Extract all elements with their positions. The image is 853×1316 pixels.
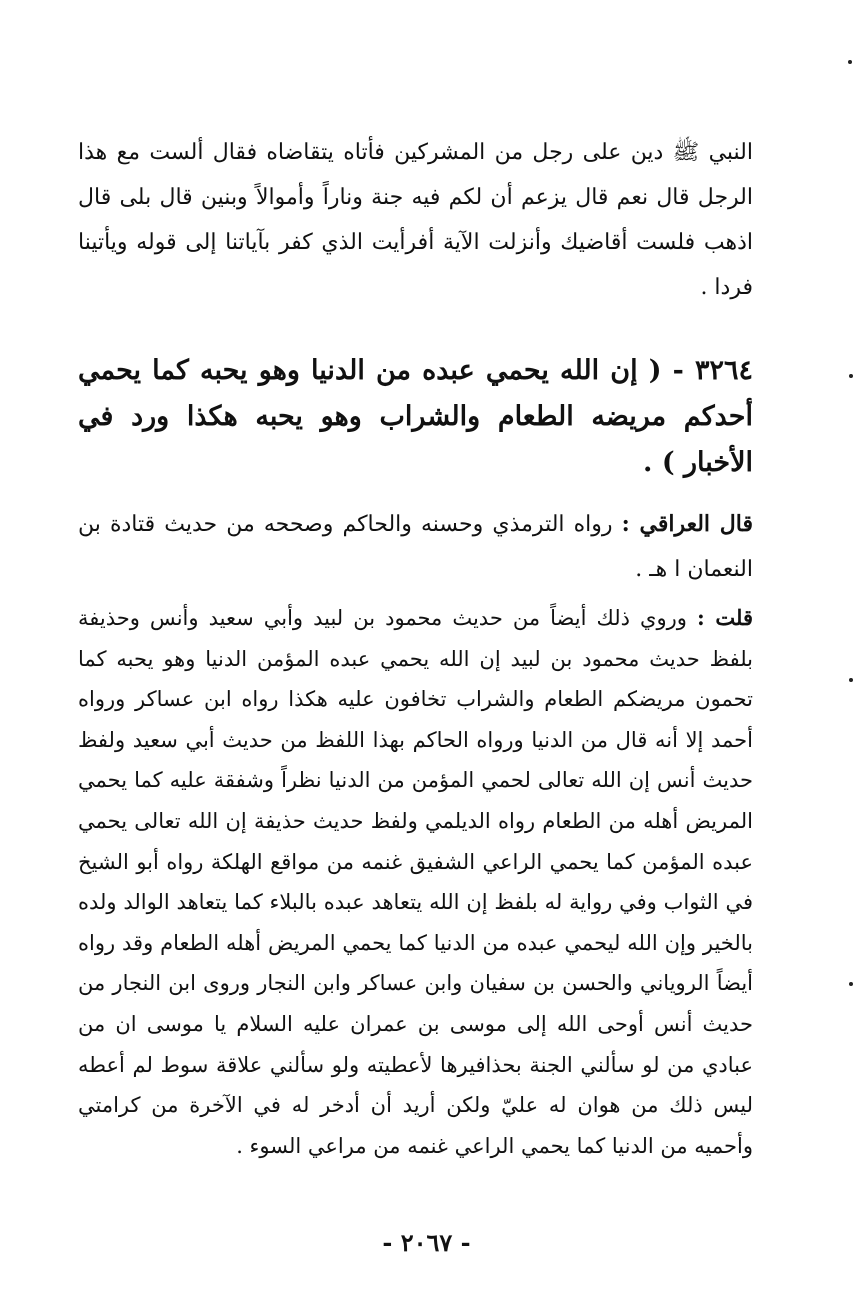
qult-lead: قلت : xyxy=(696,605,753,630)
scan-mark xyxy=(848,60,852,64)
scan-mark xyxy=(849,678,853,682)
iraqi-lead: قال العراقي : xyxy=(621,511,753,537)
hadith-heading: ٣٢٦٤ - ( إن الله يحمي عبده من الدنيا وهو يحبه كما يحمي أحدكم مريضه الطعام والشراب وهو يحبه هكذا ورد في الأخبار ) . xyxy=(78,355,753,479)
iraqi-paragraph xyxy=(78,502,753,592)
iraqi-text: رواه الترمذي وحسنه والحاكم وصححه من حديث قتادة بن النعمان ا هـ . xyxy=(78,512,753,582)
scan-mark xyxy=(849,374,853,378)
page-number: - ٢٠٦٧ - xyxy=(382,1228,471,1257)
qult-paragraph xyxy=(78,598,753,1166)
qult-text: وروي ذلك أيضاً من حديث محمود بن لبيد وأبي سعيد وأنس وحذيفة بلفظ حديث محمود بن لبيد إن الله يحمي عبده المؤمن الدنيا وهو يحبه كما تحمون مريضكم الطعام والشراب تخافون عليه هكذا رواه ابن عساكر ورواه أحمد إلا أنه قال من الدنيا ورواه الحاكم بهذا اللفظ من حديث أبي سعيد ولفظ حديث أنس إن الله تعالى لحمي المؤمن من الدنيا نظراً وشفقة عليه كما يحمي المريض أهله من الطعام رواه الديلمي ولفظ حديث حذيفة إن الله تعالى يحمي عبده المؤمن كما يحمي الراعي الشفيق غنمه من مواقع الهلكة رواه أبو الشيخ في الثواب وفي رواية له بلفظ إن الله يتعاهد عبده بالبلاء كما يتعاهد الوالد ولده بالخير وإن الله ليحمي عبده من الدنيا كما يحمي المريض أهله الطعام وقد رواه أيضاً الروياني والحسن بن سفيان وابن عساكر وابن النجار وروى ابن النجار من حديث أنس أوحى الله إلى موسى بن عمران عليه السلام يا موسى ان من عبادي من لو سألني الجنة بحذافيرها لأعطيته ولو سألني علاقة سوط لم أعطه ليس ذلك من هوان له عليّ ولكن أريد أن أدخر له في الآخرة من كرامتي وأحميه من الدنيا كما يحمي الراعي غنمه من مراعي السوء . xyxy=(78,606,753,1158)
scan-mark xyxy=(849,982,853,986)
intro-paragraph: النبي ﷺ دين على رجل من المشركين فأتاه يتقاضاه فقال ألست مع هذا الرجل قال نعم قال يزعم أن لكم فيه جنة وناراً وأموالاً وبنين قال بلى قال اذهب فلست أقاضيك وأنزلت الآية أفرأيت الذي كفر بآياتنا إلى قوله ويأتينا فردا . xyxy=(78,140,753,300)
